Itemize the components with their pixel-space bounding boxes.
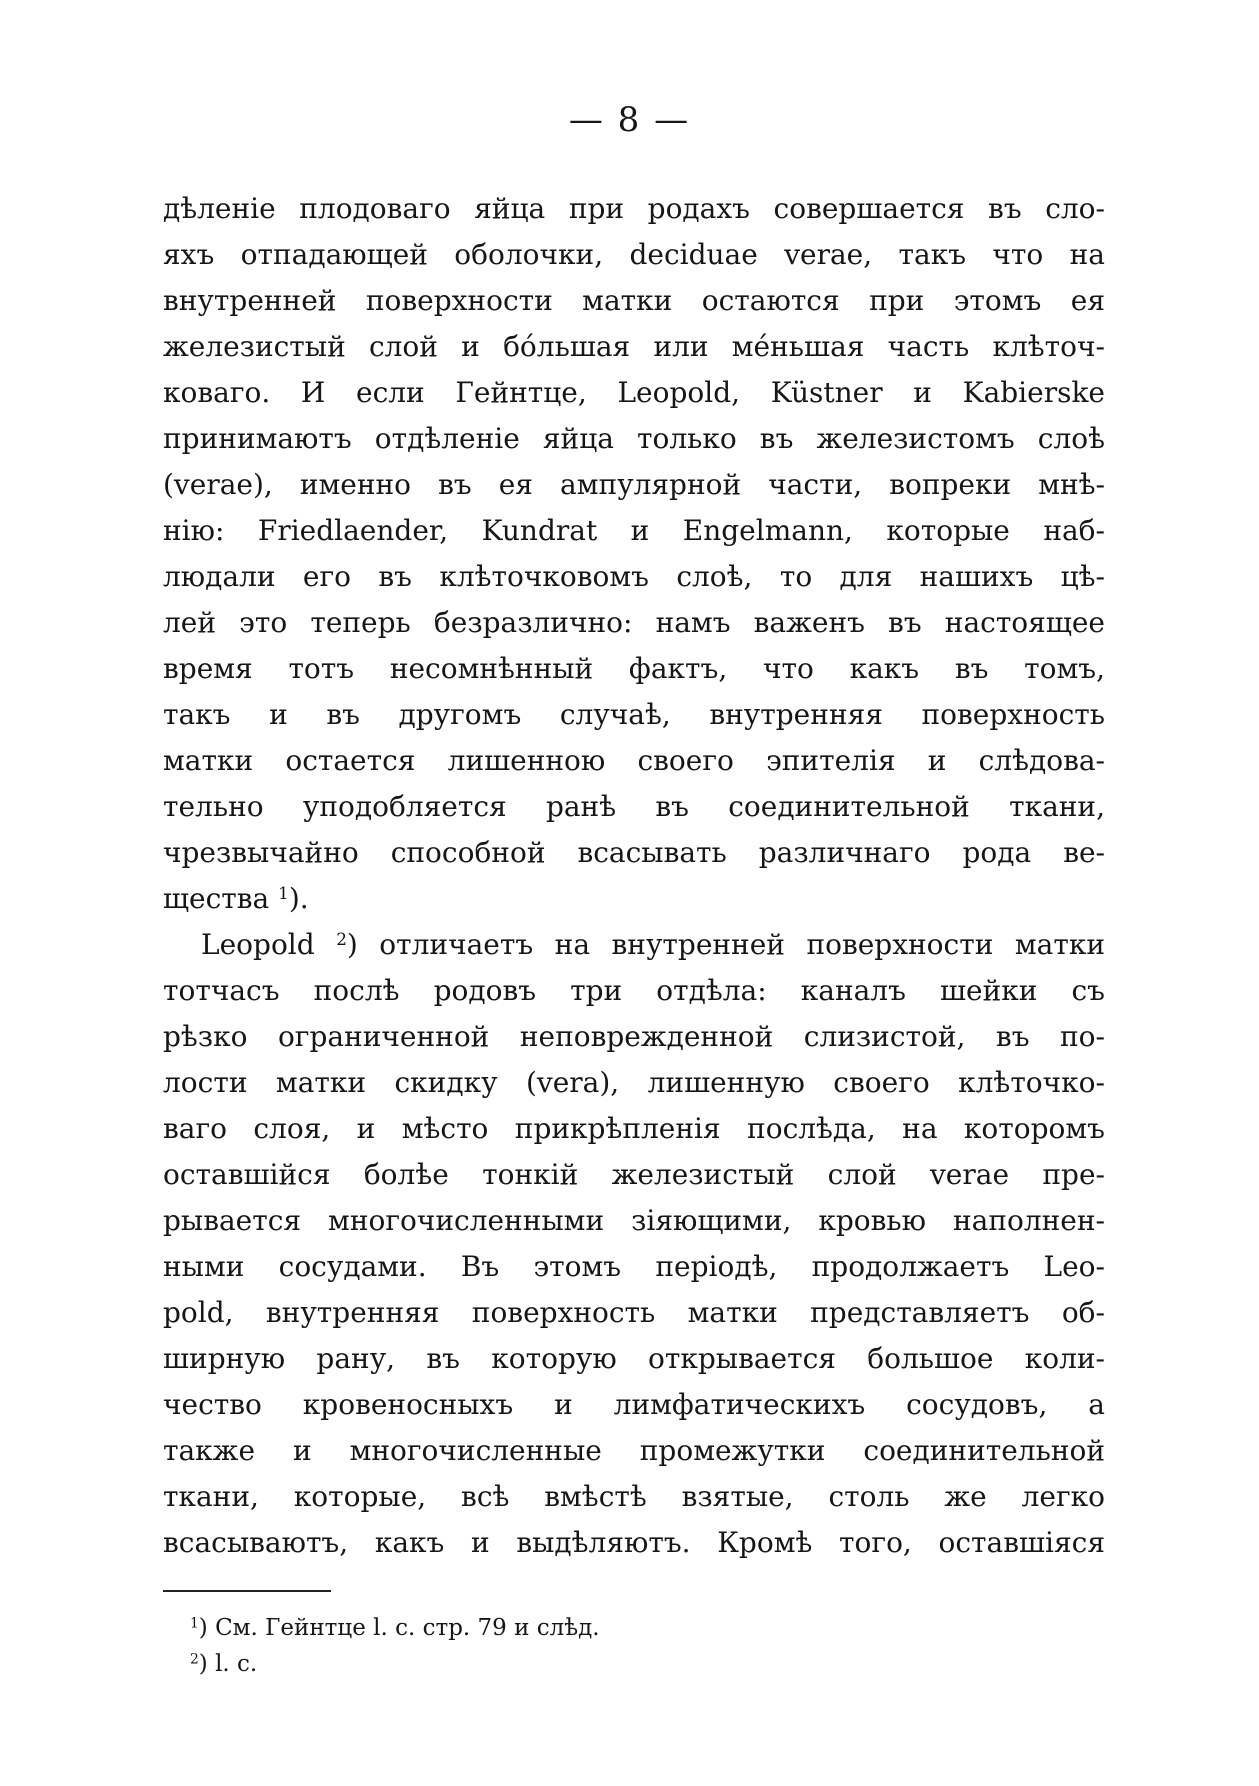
body-text xyxy=(163,186,1105,1566)
text-line: матки остается лишенною своего эпителія и слѣдова- xyxy=(163,744,1105,777)
footnote-divider xyxy=(163,1590,331,1592)
text-line: рывается многочисленными зіяющими, кровью наполнен- xyxy=(163,1204,1105,1237)
page-number: — 8 — xyxy=(568,100,691,140)
footnotes xyxy=(190,1610,1010,1682)
text-line: принимаютъ отдѣленіе яйца только въ железистомъ слоѣ xyxy=(163,422,1105,455)
text-line-paragraph-start xyxy=(163,922,1105,968)
footnote-mark: 1 xyxy=(190,1615,199,1632)
text-line: pold, внутренняя поверхность матки представляетъ об- xyxy=(163,1296,1105,1329)
text-line-paragraph-end xyxy=(163,876,1105,922)
text-line: ваго слоя, и мѣсто прикрѣпленія послѣда, на которомъ xyxy=(163,1112,1105,1145)
footnote-text: ) См. Гейнтце l. c. стр. 79 и слѣд. xyxy=(198,1615,600,1641)
text-line: чество кровеносныхъ и лимфатическихъ сосудовъ, а xyxy=(163,1388,1105,1421)
text-line: внутренней поверхности матки остаются при этомъ ея xyxy=(163,284,1105,317)
text-line: дѣленіе плодоваго яйца при родахъ совершается въ сло- xyxy=(163,192,1105,225)
text-line: время тотъ несомнѣнный фактъ, что какъ въ томъ, xyxy=(163,652,1105,685)
text-line: ткани, которые, всѣ вмѣстѣ взятые, столь же легко xyxy=(163,1480,1105,1513)
text-line: тельно уподобляется ранѣ въ соединительной ткани, xyxy=(163,790,1105,823)
text-fragment: щества xyxy=(163,882,270,915)
text-line: оставшійся болѣе тонкій железистый слой verae пре- xyxy=(163,1158,1105,1191)
footnote-mark: 2 xyxy=(190,1651,199,1668)
text-line: нію: Friedlaender, Kundrat и Engelmann, которые наб- xyxy=(163,514,1105,547)
text-line: железистый слой и бóльшая или мéньшая часть клѣточ- xyxy=(163,330,1105,363)
text-line: чрезвычайно способной всасывать различнаго рода ве- xyxy=(163,836,1105,869)
text-line: яхъ отпадающей оболочки, deciduae verae, такъ что на xyxy=(163,238,1105,271)
text-line: лей это теперь безразлично: намъ важенъ въ настоящее xyxy=(163,606,1105,639)
text-line: ширную рану, въ которую открывается большое коли- xyxy=(163,1342,1105,1375)
text-line: лости матки скидку (vera), лишенную своего клѣточко- xyxy=(163,1066,1105,1099)
text-line: тотчасъ послѣ родовъ три отдѣла: каналъ шейки съ xyxy=(163,974,1105,1007)
text-line: рѣзко ограниченной неповрежденной слизистой, въ по- xyxy=(163,1020,1105,1053)
text-fragment: Leopold xyxy=(201,928,315,961)
text-line: ными сосудами. Въ этомъ періодѣ, продолжаетъ Leo- xyxy=(163,1250,1105,1283)
text-line: также и многочисленные промежутки соединительной xyxy=(163,1434,1105,1467)
text-line: (verae), именно въ ея ампулярной части, вопреки мнѣ- xyxy=(163,468,1105,501)
text-line: такъ и въ другомъ случаѣ, внутренняя поверхность xyxy=(163,698,1105,731)
text-fragment: ). xyxy=(288,882,309,915)
text-line: всасываютъ, какъ и выдѣляютъ. Кромѣ того, оставшіяся xyxy=(163,1526,1105,1559)
footnote xyxy=(190,1646,1010,1682)
footnote-reference: 2 xyxy=(336,928,347,949)
footnote-text: ) l. c. xyxy=(198,1651,258,1677)
text-fragment: ) отличаетъ на внутренней поверхности матки xyxy=(346,928,1105,961)
footnote xyxy=(190,1610,1010,1646)
text-line: людали его въ клѣточковомъ слоѣ, то для нашихъ цѣ- xyxy=(163,560,1105,593)
text-line: коваго. И если Гейнтце, Leopold, Küstner и Kabierske xyxy=(163,376,1105,409)
footnote-reference: 1 xyxy=(278,882,289,903)
